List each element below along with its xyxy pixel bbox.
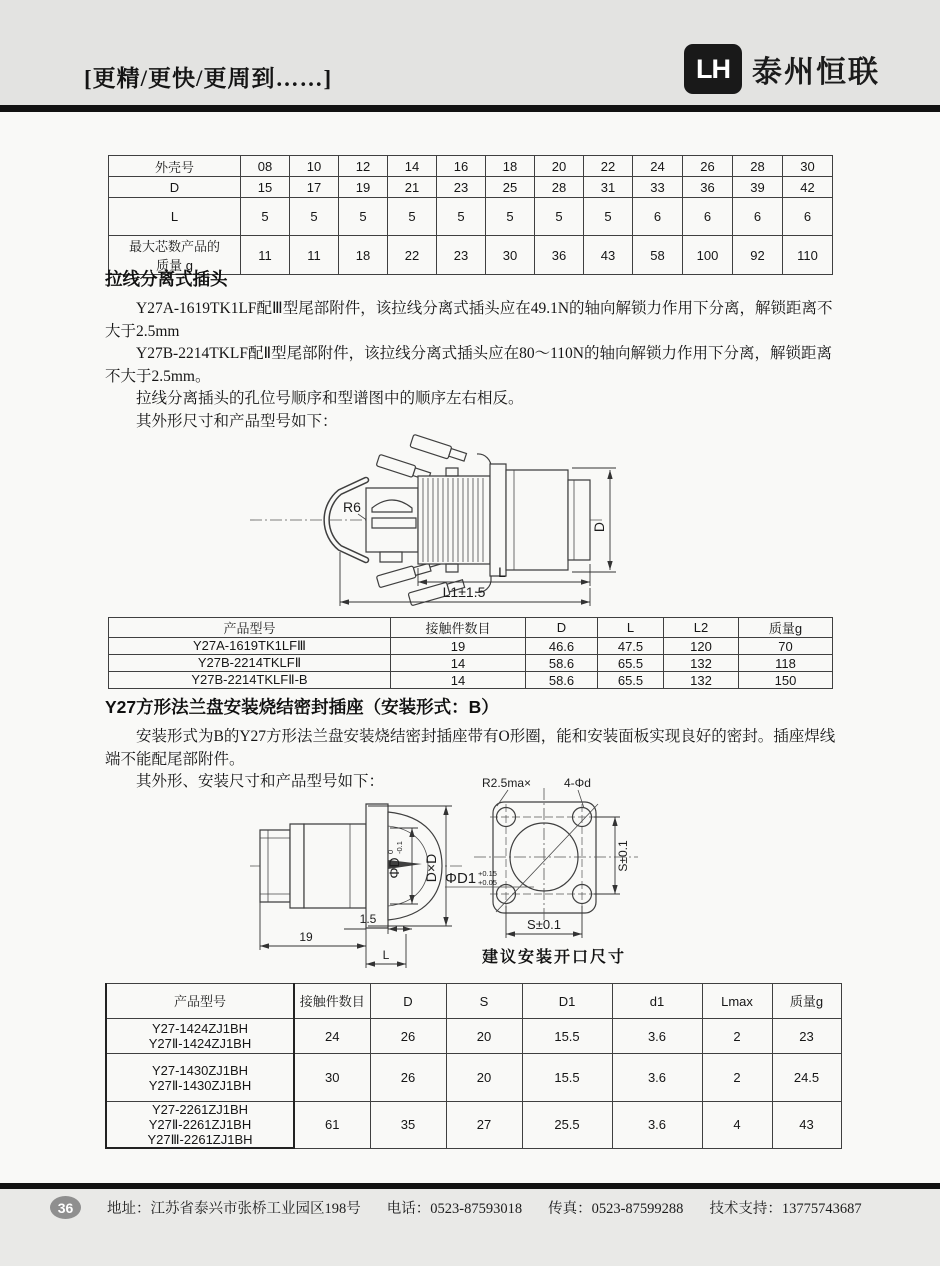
table-cell: L [109,198,241,236]
table-cell: 58.6 [526,672,598,689]
dim-label-phid1 [445,869,534,887]
header-row [109,618,833,638]
body-cylinder [506,470,568,570]
table-cell: 19 [391,638,526,655]
table-row [109,156,833,177]
table-cell: 5 [339,198,388,236]
drum-tab [446,564,458,572]
drum-tab [446,468,458,476]
table-cell: 5 [535,198,584,236]
column-header: 接触件数目 [294,984,370,1019]
table-cell: 20 [446,1019,522,1054]
holes-leader [578,790,584,808]
table-cell: 36 [535,236,584,275]
table-cell: 46.6 [526,638,598,655]
column-header: L [598,618,664,638]
section-title: Y27方形法兰盘安装烧结密封插座（安装形式：B） [105,697,499,717]
svg-text:0: 0 [386,849,395,854]
paragraph: 其外形尺寸和产品型号如下： [136,412,338,430]
flange-model-table [105,983,842,1149]
table-cell: Y27B-2214TKLFⅡ [109,655,391,672]
table-cell: 36 [683,177,733,198]
table-cell: 20 [535,156,584,177]
column-header: 质量g [772,984,841,1019]
table-cell: 33 [633,177,683,198]
table-cell: 08 [241,156,290,177]
square-flange-side [366,804,388,928]
table-row [109,177,833,198]
table-cell: 23 [437,177,486,198]
solder-end [260,830,290,902]
table-cell: 5 [241,198,290,236]
page-number-badge: 36 [50,1196,81,1219]
table-cell: 47.5 [598,638,664,655]
table-cell: 18 [339,236,388,275]
column-header: d1 [612,984,702,1019]
table-cell: 17 [290,177,339,198]
table-cell: Y27-1424ZJ1BH Y27Ⅱ-1424ZJ1BH [106,1019,294,1054]
column-header: L2 [664,618,739,638]
mounting-plate [493,802,596,913]
footer-fax: 传真：0523-87599288 [548,1201,684,1217]
table-cell: 5 [486,198,535,236]
svg-text:+0.15: +0.15 [478,869,497,878]
svg-text:+0.05: +0.05 [478,878,497,887]
table-cell: 120 [664,638,739,655]
table-cell: 26 [683,156,733,177]
table-cell: Y27-2261ZJ1BH Y27Ⅱ-2261ZJ1BH Y27Ⅲ-2261ZJ1BH [106,1102,294,1149]
table-row [106,1054,841,1102]
table-cell: 最大芯数产品的 质量 g [109,236,241,275]
table-cell: 15 [241,177,290,198]
column-header: S [446,984,522,1019]
table-row [109,655,833,672]
table-cell: 25 [486,177,535,198]
table-cell: Y27-1430ZJ1BH Y27Ⅱ-1430ZJ1BH [106,1054,294,1102]
table-row [106,1019,841,1054]
table-cell: 92 [733,236,783,275]
table-cell: 19 [339,177,388,198]
table-cell: D [109,177,241,198]
header-row [106,984,841,1019]
table-cell: 25.5 [522,1102,612,1149]
latch-detail [380,552,402,562]
company-logo [684,44,880,94]
body-step [290,824,304,908]
table-cell: 30 [783,156,833,177]
table-cell: 5 [584,198,633,236]
cutout-caption: 建议安装开口尺寸 [481,949,627,966]
table-cell: 24.5 [772,1054,841,1102]
dim-label-4-holes: 4-Φd [564,776,591,790]
svg-text:ΦD1: ΦD1 [445,870,477,887]
footer-phone: 电话：0523-87593018 [386,1201,523,1217]
paragraph: 拉线分离插头的孔位号顺序和型谱图中的顺序左右相反。 [136,390,524,407]
section-title: 拉线分离式插头 [105,269,228,289]
table-cell: 3.6 [612,1054,702,1102]
table-cell: 14 [388,156,437,177]
column-header: Lmax [702,984,772,1019]
table-cell: 28 [733,156,783,177]
flange-ring [490,464,506,576]
column-header: 接触件数目 [391,618,526,638]
table-row [109,198,833,236]
dim-label-1-5: 1.5 [359,912,377,926]
table-cell: 26 [370,1019,446,1054]
table-cell: 23 [437,236,486,275]
paragraph: 其外形、安装尺寸和产品型号如下： [136,773,385,790]
table-cell: 28 [535,177,584,198]
column-header: D [526,618,598,638]
table-cell: 31 [584,177,633,198]
table-cell: 39 [733,177,783,198]
dim-label-19: 19 [299,930,313,944]
table-cell: 118 [739,655,833,672]
r25-leader [497,790,508,806]
table-cell: 30 [486,236,535,275]
table-cell: 10 [290,156,339,177]
table-cell: 132 [664,655,739,672]
company-slogan: [更精/更快/更周到……] [84,66,333,91]
table-cell: 21 [388,177,437,198]
table-cell: 11 [241,236,290,275]
dim-label-dxd: D×D [423,853,439,883]
section-pull-wire [105,266,837,433]
paragraph: 安装形式为B的Y27方形法兰盘安装烧结密封插座带有O形圈，能和安装面板实现良好的密封。插座焊线端不能配尾部附件。 [105,728,836,768]
table-cell: 15.5 [522,1054,612,1102]
shell-size-table [108,155,833,275]
table-cell: 14 [391,672,526,689]
header-divider-bar [0,105,940,112]
table-cell: 42 [783,177,833,198]
table-cell: 110 [783,236,833,275]
table-cell: 24 [294,1019,370,1054]
dim-label-l: L [498,564,506,580]
table-row [109,638,833,655]
column-header: 产品型号 [106,984,294,1019]
dim-label-l: L [382,948,390,962]
table-cell: 16 [437,156,486,177]
table-cell: 5 [388,198,437,236]
brand-name: 泰州恒联 [752,56,880,89]
table-cell: 100 [683,236,733,275]
table-cell: 12 [339,156,388,177]
dim-label-r2-5: R2.5ma× [482,776,532,790]
table-cell: 5 [290,198,339,236]
table-cell: 27 [446,1102,522,1149]
table-cell: 5 [437,198,486,236]
dim-label-r6: R6 [343,499,361,515]
table-cell: 2 [702,1054,772,1102]
svg-text:ΦD: ΦD [386,857,402,879]
flange-socket-drawing [246,776,678,982]
table-cell: 22 [388,236,437,275]
footer-support: 技术支持：13775743687 [709,1201,862,1217]
t19-extension [260,902,366,950]
footer-address: 地址：江苏省泰兴市张桥工业园区198号 [107,1201,361,1217]
diagonal-line [496,804,598,912]
table-cell: 20 [446,1054,522,1102]
table-row [109,672,833,689]
table-cell: Y27B-2214TKLFⅡ-B [109,672,391,689]
table-cell: 35 [370,1102,446,1149]
table-cell: 43 [584,236,633,275]
table-cell: 65.5 [598,655,664,672]
table-cell: 58.6 [526,655,598,672]
table-cell: Y27A-1619TK1LFⅢ [109,638,391,655]
svg-text:-0.1: -0.1 [395,841,404,854]
end-cap [568,480,590,560]
paragraph: Y27B-2214TKLF配Ⅱ型尾部附件，该拉线分离式插头应在80～110N的轴向解锁力作用下分离，解锁距离不大于2.5mm。 [105,345,832,385]
table-cell: 43 [772,1102,841,1149]
table-cell: 外壳号 [109,156,241,177]
table-cell: 6 [633,198,683,236]
dim-label-l1: L1±1.5 [442,584,486,600]
knurled-ring [418,476,490,564]
table-cell: 6 [733,198,783,236]
table-cell: 6 [683,198,733,236]
table-cell: 2 [702,1019,772,1054]
table-cell: 6 [783,198,833,236]
table-cell: 65.5 [598,672,664,689]
table-cell: 3.6 [612,1019,702,1054]
table-cell: 22 [584,156,633,177]
table-cell: 26 [370,1054,446,1102]
table-cell: 150 [739,672,833,689]
top-pin [410,434,467,464]
paragraph: Y27A-1619TK1LF配Ⅲ型尾部附件，该拉线分离式插头应在49.1N的轴向解锁力作用下分离，解锁距离不大于2.5mm [105,300,833,340]
table-cell: 23 [772,1019,841,1054]
table-cell: 30 [294,1054,370,1102]
table-cell: 24 [633,156,683,177]
logo-icon: LH [684,44,742,94]
table-cell: 11 [290,236,339,275]
table-row [106,1102,841,1149]
column-header: D1 [522,984,612,1019]
table-cell: 4 [702,1102,772,1149]
footer [50,1196,862,1219]
table-cell: 3.6 [612,1102,702,1149]
dim-label-s-right: S±0.1 [616,840,630,872]
table-cell: 58 [633,236,683,275]
table-cell: 14 [391,655,526,672]
column-header: 质量g [739,618,833,638]
dim-label-d: D [591,521,607,533]
table-cell: 18 [486,156,535,177]
plug-outline-drawing [100,430,660,615]
socket-body [304,824,366,908]
column-header: 产品型号 [109,618,391,638]
plug-model-table [108,617,833,689]
latch-block [366,488,418,552]
table-cell: 15.5 [522,1019,612,1054]
column-header: D [370,984,446,1019]
table-cell: 61 [294,1102,370,1149]
table-cell: 132 [664,672,739,689]
table-cell: 70 [739,638,833,655]
dim-label-s-bottom: S±0.1 [527,917,561,932]
